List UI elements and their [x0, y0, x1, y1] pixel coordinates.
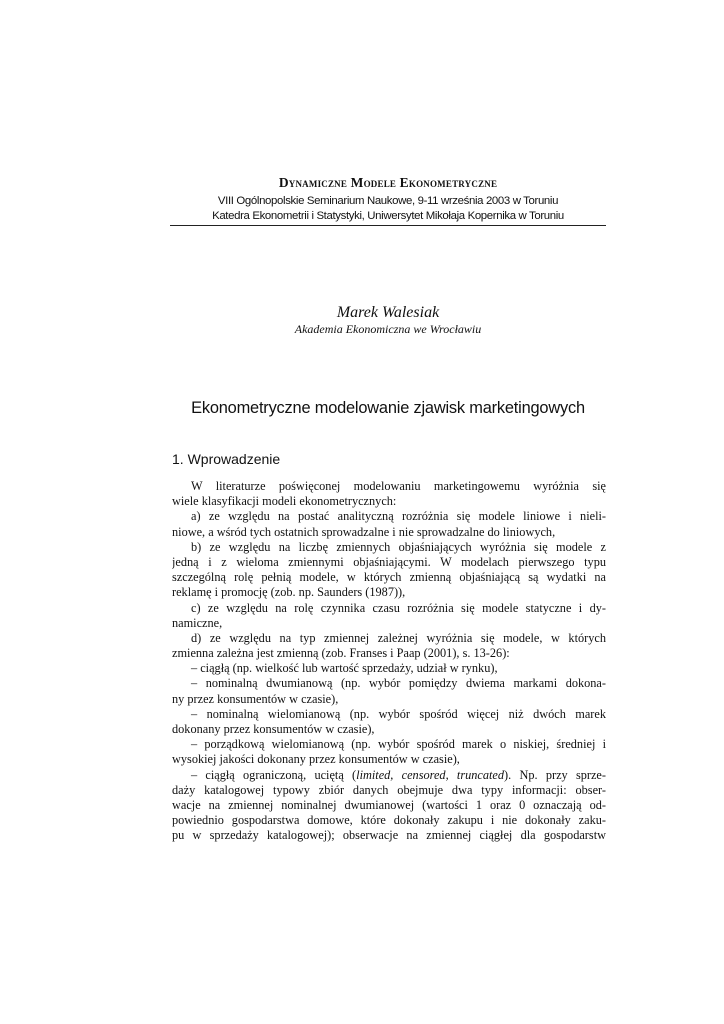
body-line: d) ze względu na typ zmiennej zależnej wyróżnia się modele, w których	[191, 630, 606, 645]
body-fragment-italic: limited, censored, truncated	[356, 767, 505, 782]
body-line: jedną i z wieloma zmiennymi objaśniającymi. W modelach pierwszego typu	[172, 554, 606, 569]
body-line: – nominalną dwumianową (np. wybór pomiędzy dwiema markami dokona-	[191, 676, 606, 691]
body-line: ny przez konsumentów w czasie),	[172, 691, 339, 706]
body-fragment: ). Np. przy sprze-	[504, 767, 606, 782]
body-text	[172, 479, 606, 844]
body-line: wiele klasyfikacji modeli ekonometrycznych:	[172, 494, 397, 509]
paper-title: Ekonometryczne modelowanie zjawisk marketingowych	[191, 399, 585, 417]
body-line: wacje na zmiennej nominalnej dwumianowej (wartości 1 oraz 0 oznaczają od-	[172, 797, 606, 812]
author-name: Marek Walesiak	[336, 304, 440, 321]
author-affiliation: Akademia Ekonomiczna we Wrocławiu	[294, 322, 482, 336]
seminar-subtitle: VIII Ogólnopolskie Seminarium Naukowe, 9-11 września 2003 w Toruniu	[217, 195, 559, 207]
header-divider	[170, 225, 606, 226]
seminar-organizer: Katedra Ekonometrii i Statystyki, Uniwersytet Mikołaja Kopernika w Toruniu	[212, 210, 564, 222]
body-line: zmienna zależna jest zmienną (zob. Franses i Paap (2001), s. 13-26):	[172, 646, 510, 661]
body-line: daży katalogowej typowy zbiór danych obejmuje dwa typy informacji: obser-	[172, 782, 606, 797]
body-line: pu w sprzedaży katalogowej); obserwacje na zmiennej ciągłej dla gospodarstw	[172, 828, 606, 843]
body-line: wysokiej jakości dokonany przez konsumentów w czasie),	[172, 752, 460, 767]
body-line: a) ze względu na postać analityczną rozróżnia się modele liniowe i nieli-	[191, 509, 606, 524]
seminar-title: Dynamiczne Modele Ekonometryczne	[278, 175, 498, 190]
body-line: – porządkową wielomianową (np. wybór spośród marek o niskiej, średniej i	[191, 737, 606, 752]
body-line: namiczne,	[172, 615, 223, 630]
body-line: szczególną rolę pełnią modele, w których zmienną objaśniającą są wydatki na	[172, 570, 606, 585]
body-line: dokonany przez konsumentów w czasie),	[172, 722, 375, 736]
body-line: – nominalną wielomianową (np. wybór spośród więcej niż dwóch marek	[191, 706, 606, 721]
section-heading: 1. Wprowadzenie	[172, 451, 281, 467]
body-line-mixed	[172, 768, 606, 783]
body-line: – ciągłą (np. wielkość lub wartość sprzedaży, udział w rynku),	[191, 661, 498, 676]
body-fragment: – ciągłą ograniczoną, uciętą (	[191, 767, 357, 782]
body-line: c) ze względu na rolę czynnika czasu rozróżnia się modele statyczne i dy-	[191, 600, 606, 615]
body-line: reklamę i promocję (zob. np. Saunders (1987)),	[172, 585, 406, 600]
body-line: b) ze względu na liczbę zmiennych objaśniających wyróżnia się modele z	[191, 539, 606, 554]
body-line: niowe, a wśród tych ostatnich sprowadzalne i nie sprowadzalne do liniowych,	[172, 524, 556, 539]
body-line: W literaturze poświęconej modelowaniu marketingowemu wyróżnia się	[191, 479, 606, 493]
body-line: powiednio gospodarstwa domowe, które dokonały zakupu i nie dokonały zaku-	[172, 813, 606, 828]
